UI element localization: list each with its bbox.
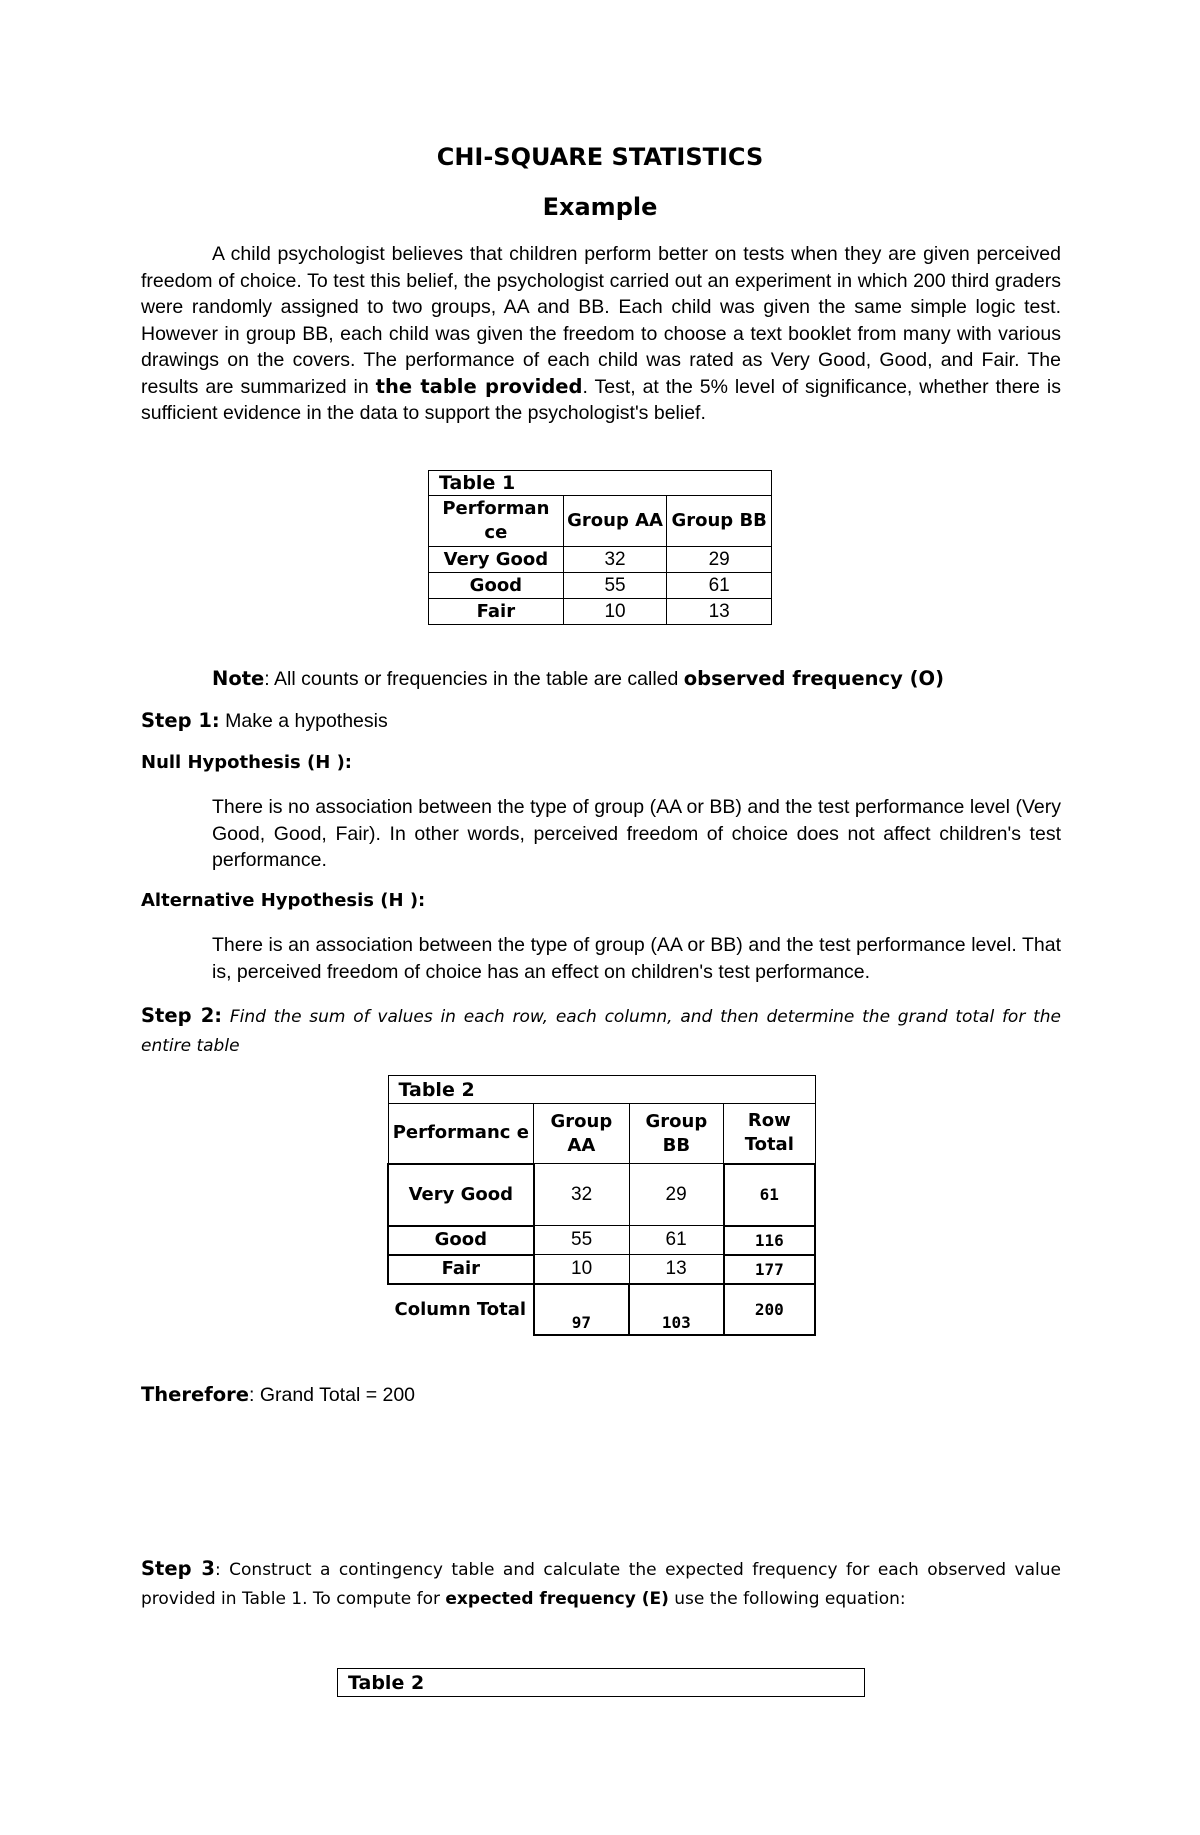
intro-text-1: A child psychologist believes that children perform better on tests when they are given perceived freedom of choice. To test this belief, the psychologist carried out an experiment in which 200 third graders were randomly assigned to two groups, AA and BB. Each child was given the same simple logic test. However in group BB, each child was given the freedom to choose a text booklet from many with various drawings on the covers. The performance of each child was rated as Very Good, Good, and Fair. The results are summarized in (141, 243, 1061, 398)
table-1-row-label: Good (429, 573, 564, 599)
table-2-column-total: 103 (629, 1284, 724, 1335)
table-1-header: Group AA (563, 496, 667, 547)
table-1-header: Performan ce (429, 496, 564, 547)
step-3 (141, 1555, 1061, 1613)
table-3 (337, 1668, 865, 1697)
alt-hypothesis-text: There is an association between the type of group (AA or BB) and the test performance level. That is, perceived freedom of choice has an effect on children's test performance. (212, 934, 1061, 983)
table-1 (428, 470, 772, 625)
table-row (388, 1255, 815, 1284)
table-2-row-total: 177 (724, 1255, 815, 1284)
table-1-header: Group BB (667, 496, 772, 547)
table-row (429, 599, 772, 625)
table-row (388, 1164, 815, 1226)
table-2-header: Row Total (724, 1104, 815, 1164)
intro-paragraph (141, 241, 1061, 427)
table-2-row-total: 116 (724, 1226, 815, 1255)
note-text: : All counts or frequencies in the table are called (264, 668, 684, 690)
step-1-label: Step 1: (141, 709, 220, 732)
table-1-cell: 61 (667, 573, 772, 599)
table-1-cell: 55 (563, 573, 667, 599)
null-hypothesis-heading: Null Hypothesis (H ): (141, 752, 353, 773)
step-3-bold: expected frequency (E) (445, 1589, 669, 1609)
table-2-cell: 29 (629, 1164, 724, 1226)
page-subtitle: Example (542, 193, 658, 221)
table-1-caption: Table 1 (429, 471, 772, 496)
table-row (388, 1284, 815, 1335)
table-row (388, 1226, 815, 1255)
table-1-row-label: Very Good (429, 547, 564, 573)
table-2-row-label: Very Good (388, 1164, 534, 1226)
table-1-cell: 10 (563, 599, 667, 625)
table-1-cell: 13 (667, 599, 772, 625)
table-row (429, 573, 772, 599)
intro-text-2: . Test, at the 5% level of significance, whether there is sufficient evidence in the data to support the psychologist's belief. (141, 375, 1061, 424)
alt-hypothesis-heading: Alternative Hypothesis (H ): (141, 890, 426, 911)
table-2-cell: 55 (534, 1226, 630, 1255)
therefore-line (141, 1383, 1061, 1407)
null-hypothesis-text: There is no association between the type of group (AA or BB) and the test performance level (Very Good, Good, Fair). In other words, perceived freedom of choice does not affect children's test performance. (212, 796, 1061, 871)
table-row (429, 547, 772, 573)
therefore-text: : Grand Total = 200 (248, 1384, 416, 1406)
table-1-cell: 29 (667, 547, 772, 573)
page-title: CHI-SQUARE STATISTICS (436, 143, 764, 171)
table-2-header: Group AA (534, 1104, 630, 1164)
table-2-row-label: Good (388, 1226, 534, 1255)
table-2-grand-total: 200 (724, 1284, 815, 1335)
step-1-text: Make a hypothesis (219, 710, 388, 732)
table-2-caption: Table 2 (388, 1076, 815, 1104)
note-bold: observed frequency (O) (683, 667, 944, 690)
step-1 (141, 709, 1061, 733)
step-2-text: Find the sum of values in each row, each column, and then determine the grand total for the entire table (141, 1007, 1061, 1056)
table-2-column-total-label: Column Total (394, 1298, 527, 1320)
table-2-column-total: 97 (534, 1284, 630, 1335)
step-3-text-1: : Construct a contingency table and calculate the expected frequency for each observed value provided in Table 1. To compute for (141, 1560, 1061, 1609)
table-2-cell: 32 (534, 1164, 630, 1226)
note-label: Note (212, 667, 265, 690)
table-2-cell: 61 (629, 1226, 724, 1255)
step-3-label: Step 3 (141, 1557, 215, 1580)
table-2-row-total: 61 (724, 1164, 815, 1226)
step-2 (141, 1002, 1061, 1060)
intro-bold: the table provided (375, 374, 583, 398)
note-line (212, 667, 1072, 691)
table-2-cell: 10 (534, 1255, 630, 1284)
table-2-header: Performanc e (388, 1104, 534, 1164)
step-3-text-2: use the following equation: (668, 1589, 906, 1609)
table-2 (387, 1075, 816, 1336)
step-2-label: Step 2: (141, 1004, 223, 1027)
table-2-row-label: Fair (388, 1255, 534, 1284)
table-3-caption: Table 2 (338, 1669, 865, 1697)
table-2-header: Group BB (629, 1104, 724, 1164)
therefore-label: Therefore (141, 1383, 249, 1406)
table-2-cell: 13 (629, 1255, 724, 1284)
table-1-cell: 32 (563, 547, 667, 573)
table-1-row-label: Fair (429, 599, 564, 625)
